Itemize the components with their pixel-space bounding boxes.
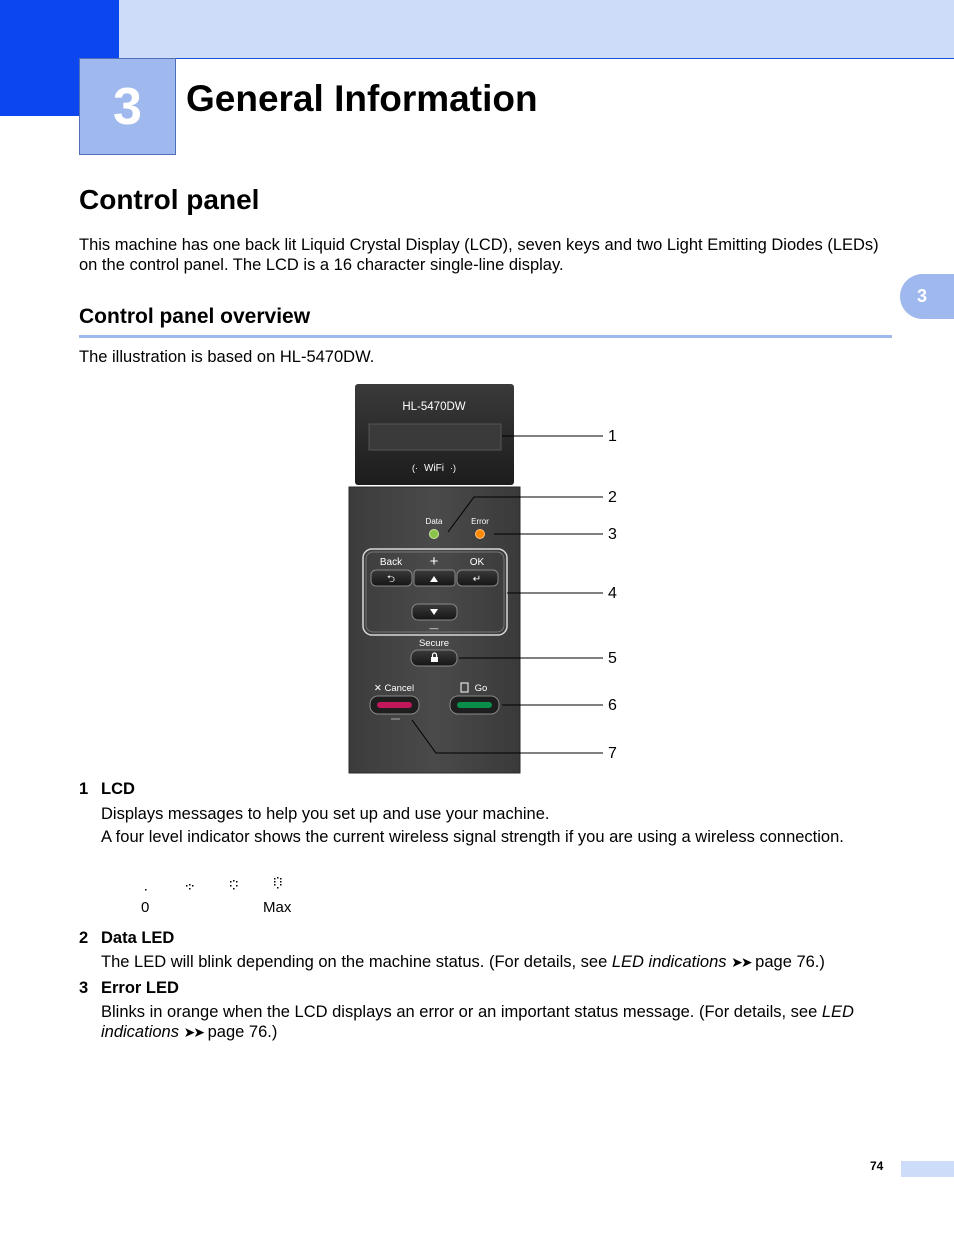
go-key-label: Go: [474, 683, 488, 694]
model-name: HL-5470DW: [402, 401, 466, 413]
item-text: Displays messages to help you set up and use your machine.: [101, 805, 550, 823]
cross-reference-link[interactable]: LED indications: [101, 1003, 854, 1041]
section-intro: This machine has one back lit Liquid Crystal Display (LCD), seven keys and two Light Emitting Diodes (LEDs) on the control panel. The LCD is a 16 character single-line display.: [79, 236, 879, 274]
wifi-label: WiFi: [424, 463, 444, 474]
signal-max-label: Max: [263, 899, 292, 916]
wifi-wave-left-icon: (·: [412, 463, 418, 473]
item-text: A four level indicator shows the current wireless signal strength if you are using a wireless connection.: [101, 828, 844, 846]
back-button[interactable]: [371, 570, 412, 586]
down-minus-button[interactable]: [412, 604, 457, 620]
page-number: 74: [870, 1159, 884, 1173]
callout-number: 1: [608, 428, 617, 445]
ok-return-icon: ↵: [472, 574, 482, 585]
callout-number: 5: [608, 650, 617, 667]
signal-level-2-icon: [230, 880, 238, 890]
signal-strength-levels: [138, 874, 288, 896]
plus-key-label: +: [429, 553, 439, 570]
item-text: The LED will blink depending on the machine status. (For details, see LED indications ➤➤ page 76.): [101, 953, 825, 971]
item-title-data-led: Data LED: [101, 929, 175, 947]
signal-level-3-icon: [274, 877, 282, 889]
ok-button[interactable]: [457, 570, 498, 586]
back-arrow-icon: ⮌: [386, 574, 396, 585]
illustration-note: The illustration is based on HL-5470DW.: [79, 348, 375, 366]
lock-icon: [431, 657, 438, 662]
lcd-screen: [369, 424, 501, 450]
back-key-label: Back: [379, 557, 403, 568]
signal-level-0-icon: [145, 889, 147, 891]
double-arrow-icon: ➤➤: [183, 1024, 204, 1040]
callout-number: 3: [608, 526, 617, 543]
item-number: 2: [79, 929, 89, 947]
callout-number: 7: [608, 745, 617, 762]
double-arrow-icon: ➤➤: [731, 954, 751, 970]
data-led: [430, 530, 439, 539]
footer-bar: [901, 1161, 954, 1177]
chapter-title: General Information: [186, 78, 538, 119]
signal-level-1-icon: [186, 884, 194, 890]
go-led-strip: [457, 702, 492, 708]
up-plus-button[interactable]: [414, 570, 455, 586]
item-text: Blinks in orange when the LCD displays an error or an important status message. (For details, see LED indications ➤➤ page 76.): [101, 1003, 854, 1041]
callout-number: 6: [608, 697, 617, 714]
cancel-button[interactable]: [370, 696, 419, 714]
callout-number: 2: [608, 489, 617, 506]
item-number: 3: [79, 979, 89, 997]
side-tab-label: 3: [917, 286, 928, 306]
subsection-title: Control panel overview: [79, 305, 311, 328]
error-led: [476, 530, 485, 539]
go-button[interactable]: [450, 696, 499, 714]
cancel-led-strip: [377, 702, 412, 708]
chapter-number: 3: [113, 77, 142, 136]
data-led-label: Data: [425, 517, 443, 526]
cancel-key-label: ✕ Cancel: [373, 683, 415, 694]
error-led-label: Error: [471, 517, 489, 526]
secure-key-label: Secure: [418, 638, 450, 649]
callout-number: 4: [608, 585, 617, 602]
item-title-error-led: Error LED: [101, 979, 179, 997]
signal-min-label: 0: [141, 899, 150, 916]
secure-print-button[interactable]: [411, 650, 457, 666]
wifi-wave-right-icon: ·): [450, 463, 456, 473]
minus-key-label: —: [429, 623, 439, 633]
section-title: Control panel: [79, 184, 260, 215]
cross-reference-link[interactable]: LED indications: [611, 953, 727, 971]
ok-key-label: OK: [469, 557, 485, 568]
item-title-lcd: LCD: [101, 780, 135, 798]
item-number: 1: [79, 780, 89, 798]
